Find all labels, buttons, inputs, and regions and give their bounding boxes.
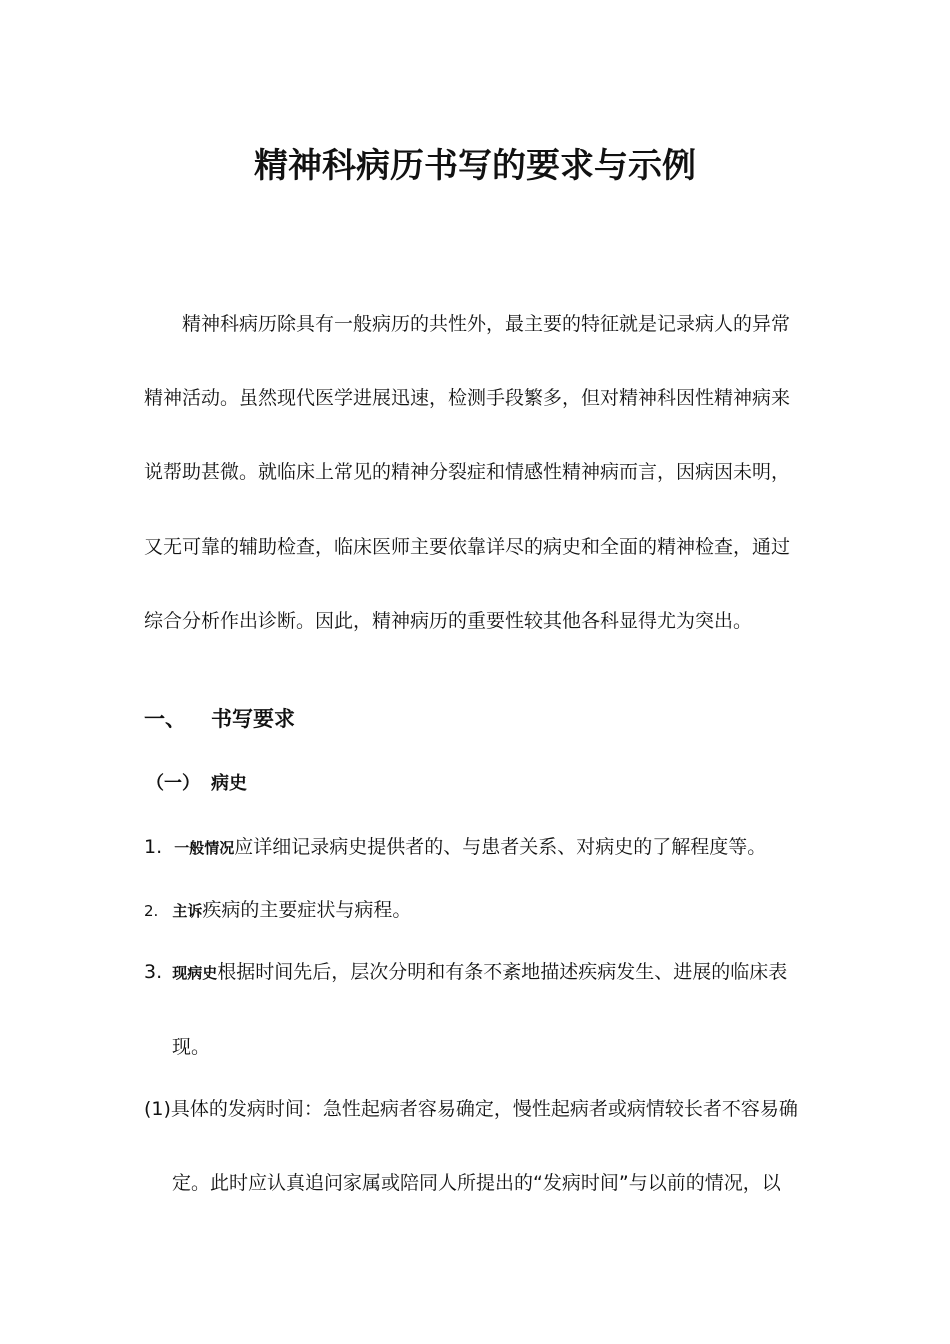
document-title: 精神科病历书写的要求与示例: [254, 146, 696, 186]
item-number: 3.: [144, 961, 163, 983]
list-item-3: [144, 960, 787, 985]
item-term: 现病史: [172, 964, 218, 982]
subsection-title: 病史: [211, 773, 247, 794]
intro-line-3: 说帮助甚微。就临床上常见的精神分裂症和情感性精神病而言，因病因未明，: [144, 461, 791, 483]
item-term: 一般情况: [174, 839, 235, 857]
intro-line-2: 精神活动。虽然现代医学进展迅速，检测手段繁多，但对精神科因性精神病来: [144, 387, 791, 409]
section-title: 书写要求: [211, 707, 295, 731]
section-number: 一、: [144, 707, 186, 731]
item-number: 1.: [144, 836, 163, 858]
sub-item-1: [144, 1097, 798, 1121]
subsection-number: （一）: [146, 773, 200, 794]
item-text: 应详细记录病史提供者的、与患者关系、对病史的了解程度等。: [234, 836, 767, 858]
sub-item-text: 具体的发病时间：急性起病者容易确定，慢性起病者或病情较长者不容易确: [170, 1098, 798, 1120]
intro-line-1: 精神科病历除具有一般病历的共性外，最主要的特征就是记录病人的异常: [182, 313, 791, 335]
item-number: 2.: [144, 902, 159, 920]
list-item-2: [144, 898, 411, 923]
item-term: 主诉: [172, 902, 203, 920]
item-text: 疾病的主要症状与病程。: [202, 899, 412, 921]
list-item-3-continuation: 现。: [172, 1036, 211, 1058]
sub-item-number: (1): [144, 1098, 171, 1120]
intro-line-5: 综合分析作出诊断。因此，精神病历的重要性较其他各科显得尤为突出。: [144, 610, 753, 632]
intro-line-4: 又无可靠的辅助检查，临床医师主要依靠详尽的病史和全面的精神检查，通过: [144, 536, 791, 558]
sub-item-1-continuation: 定。此时应认真追问家属或陪同人所提出的“发病时间”与以前的情况，以: [172, 1172, 781, 1194]
item-text: 根据时间先后，层次分明和有条不紊地描述疾病发生、进展的临床表: [217, 961, 788, 983]
list-item-1: [144, 835, 766, 860]
